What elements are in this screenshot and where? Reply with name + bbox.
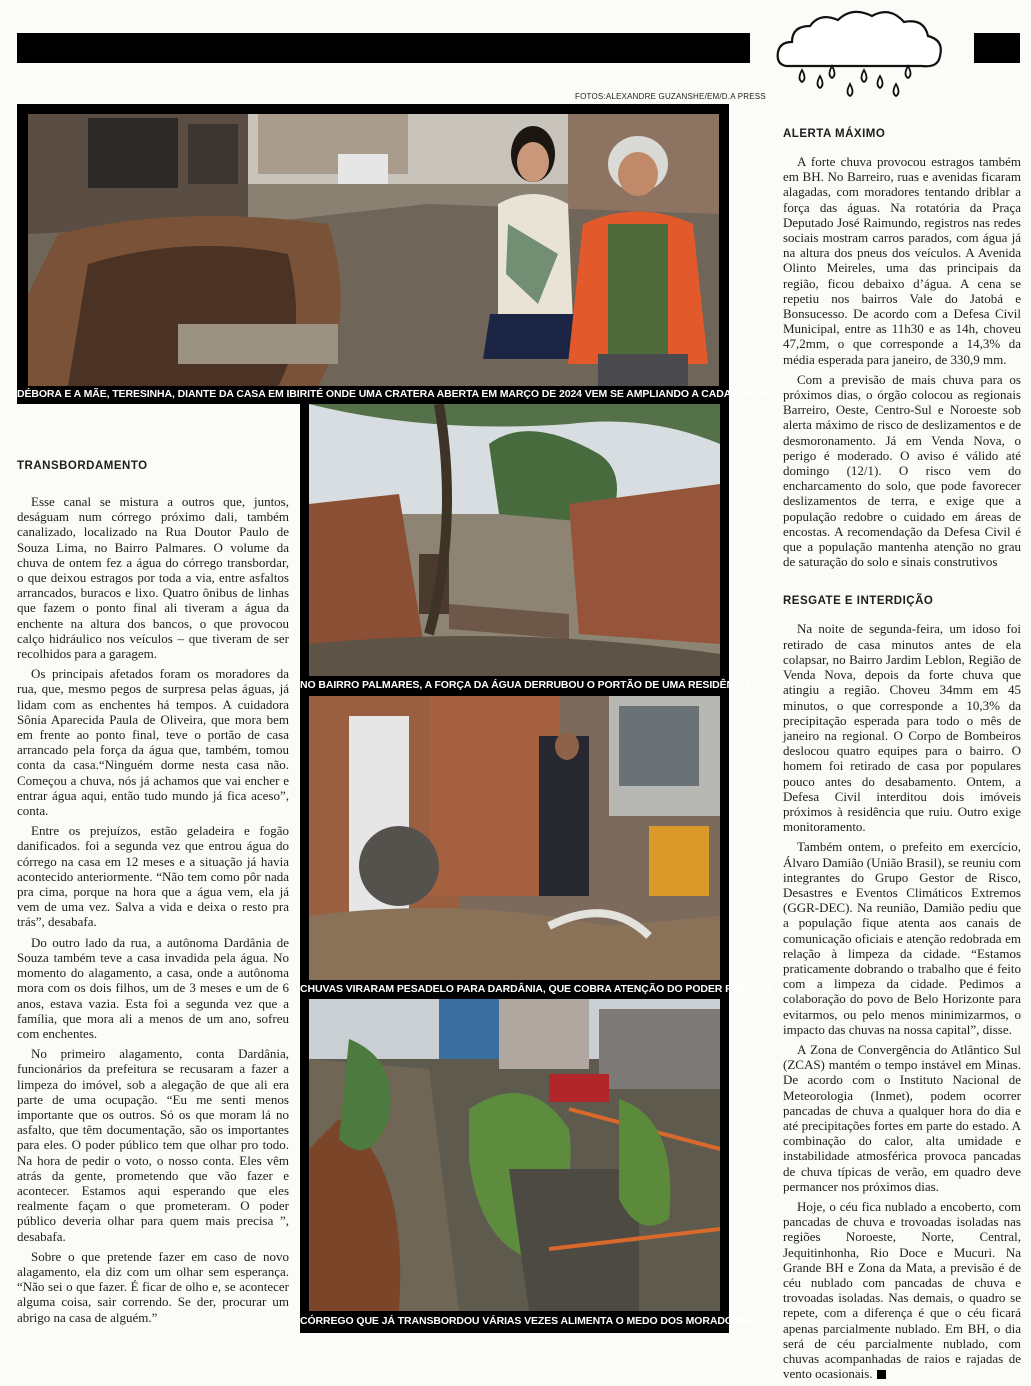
paragraph: Com a previsão de mais chuva para os próximos dias, o órgão colocou as regionais Barreiro, Oeste, Centro-Sul e Noroeste sob alerta máximo de risco de deslizamentos e de desmoronamento. Já em Venda Nova, o perigo é moderado. O aviso é válido até domingo (12/1). O risco vem do encharcamento do solo, que pode favorecer deslizamentos de terra, e exige que a população redobre o cuidado em áreas de encostas. A recomendação da Defesa Civil é que a população mantenha atenção no grau de saturação do solo e sinais construtivos bbox=[783, 371, 1021, 570]
photo-caption-2: NO BAIRRO PALMARES, A FORÇA DA ÁGUA DERRUBOU O PORTÃO DE UMA RESIDÊNCIA bbox=[300, 679, 752, 691]
header-bar-left bbox=[17, 33, 750, 63]
right-column-body-2 bbox=[783, 621, 1021, 1381]
photo-caption-3: CHUVAS VIRARAM PESADELO PARA DARDÂNIA, QUE COBRA ATENÇÃO DO PODER PÚBLICO bbox=[300, 983, 772, 995]
photo-credit: FOTOS:ALEXANDRE GUZANSHE/EM/D.A PRESS bbox=[575, 92, 766, 101]
photo-crater-ibirite bbox=[28, 114, 719, 386]
photo-caption-1: DÉBORA E A MÃE, TERESINHA, DIANTE DA CASA EM IBIRITÉ ONDE UMA CRATERA ABERTA EM MARÇO DE 2024 VEM SE AMPLIANDO A CADA CHUVA bbox=[17, 388, 770, 400]
section-heading-transbordamento: TRANSBORDAMENTO bbox=[17, 460, 148, 472]
paragraph-text: Hoje, o céu fica nublado a encoberto, com pancadas de chuva e trovoadas isoladas nas regiões Noroeste, Norte, Central, Jequitinhonha, Rio Doce e Mucuri. Na Grande BH e Zona da Mata, a previsão é de céu nublado com pancadas de chuva e trovoadas isoladas. Nas demais, o quadro se repete, com a diferença é que o céu ficará apenas parcialmente nublado. Em BH, o dia será de céu parcialmente nublado, com chuvas acompanhadas de raios e rajadas de vento ocasionais. bbox=[783, 1199, 1021, 1382]
photo-palmares-gate bbox=[309, 404, 720, 676]
photo-corrego bbox=[309, 999, 720, 1311]
right-column-body-1 bbox=[783, 154, 1021, 569]
paragraph: No primeiro alagamento, conta Dardânia, funcionários da prefeitura se recusaram a fazer a limpeza do imóvel, sob a alegação de que ali era parte de uma ocupação. “Eu me senti menos importante que os outros. Só os que moram lá no asfalto, que têm documentação, são os importantes para eles. O poder público tem que olhar pro todo. Na hora de pedir o voto, o nosso conta. Eles vêm atrás da gente, prometendo que vão fazer e acontecer. Estamos aqui esperando que eles realmente façam o que prometeram. O poder público deveria olhar para quem mais precisa ”, desabafa. bbox=[17, 1046, 289, 1244]
photo-caption-4: CÓRREGO QUE JÁ TRANSBORDOU VÁRIAS VEZES ALIMENTA O MEDO DOS MORADORES bbox=[300, 1315, 755, 1327]
section-heading-resgate: RESGATE E INTERDIÇÃO bbox=[783, 595, 934, 608]
paragraph: Do outro lado da rua, a autônoma Dardânia de Souza também teve a casa invadida pela água. No momento do alagamento, a casa, onde a autônoma mora com os dois filhos, um de 3 meses e um de 6 anos, estava vazia. Esta foi a segunda vez que a família, que mora ali a menos de um ano, sofreu com enchentes. bbox=[17, 934, 289, 1041]
photo-dardania-house bbox=[309, 696, 720, 980]
paragraph-last bbox=[783, 1199, 1021, 1381]
paragraph: Sobre o que pretende fazer em caso de novo alagamento, ela diz com um olhar sem esperança. “Não sei o que fazer. É ficar de olho e, se acontecer alguma coisa, sair correndo. Se der, procurar um abrigo na casa de alguém.” bbox=[17, 1248, 289, 1325]
header-bar-right bbox=[974, 33, 1020, 63]
paragraph: A Zona de Convergência do Atlântico Sul (ZCAS) mantém o tempo instável em Minas. De acordo com o Instituto Nacional de Meteorologia (Inmet), podem ocorrer pancadas de chuva a qualquer hora do dia e até precipitações fortes em parte do estado. A combinação do calor, alta umidade e instabilidade atmosférica provoca pancadas de chuva típicas de verão, em quadro deve permancer nos próximos dias. bbox=[783, 1041, 1021, 1194]
end-mark-icon bbox=[877, 1370, 886, 1379]
rain-cloud-icon bbox=[772, 4, 948, 104]
left-column-body bbox=[17, 494, 289, 1325]
paragraph: Os principais afetados foram os moradores da rua, que, mesmo pegos de surpresa pelas águas, já lidam com as enchentes há tempos. A cuidadora Sônia Aparecida Paula de Oliveira, que mora bem em frente ao ponto final, teve o portão de casa arrancado pela força da água que, também, tomou conta da casa.“Ninguém dorme nesta casa não. Começou a chuva, nós já achamos que vai encher e entrar água aqui, então tudo mundo já fica aceso”, conta. bbox=[17, 666, 289, 819]
paragraph: Na noite de segunda-feira, um idoso foi retirado de casa minutos antes de ela colapsar, no Bairro Jardim Leblon, Região de Venda Nova, depois da forte chuva que atingiu a região. Choveu 34mm em 45 minutos, o que corresponde a 10,3% da precipitação esperada para todo o mês de janeiro na regional. O Corpo de Bombeiros deslocou quatro equipes para o bairro. O homem foi retirado de casa por populares pouco antes do desabamento. Ontem, a Defesa Civil interditou dois imóveis próximos à residência que ruiu. Outro exige monitoramento. bbox=[783, 621, 1021, 835]
paragraph: A forte chuva provocou estragos também em BH. No Barreiro, ruas e avenidas ficaram alagadas, com moradores tentando driblar a força das águas. Na rotatória da Praça Deputado José Raimundo, registros nas redes sociais mostram carros parados, com água já na altura dos pneus dos veículos. A Avenida Olinto Meireles, uma das principais da região, ficou debaixo d’água. A cena se repetiu nos bairros Vale do Jatobá e Bonsucesso. De acordo com a Defesa Civil Municipal, entre as 11h30 e as 14h, choveu 47,2mm, o que corresponde a 14,3% da média esperada para janeiro, de 330,9 mm. bbox=[783, 154, 1021, 367]
paragraph: Também ontem, o prefeito em exercício, Álvaro Damião (União Brasil), se reuniu com integrantes do Grupo Gestor de Risco, Desastres e Eventos Climáticos Extremos (GGR-DEC). Na reunião, Damião pediu que a população fique atenta aos canais de comunicação oficiais e atenção redobrada em relação à limpeza da cidade. “Estamos praticamente dobrando o trabalho que é feito com a limpeza da cidade. Pedimos a colaboração do povo de Belo Horizonte para evitarmos, ou pelo menos minimizarmos, o impacto das chuvas na nossa capital”, disse. bbox=[783, 839, 1021, 1037]
section-heading-alerta-maximo: ALERTA MÁXIMO bbox=[783, 128, 886, 140]
right-column bbox=[783, 128, 1021, 1386]
paragraph: Esse canal se mistura a outros que, juntos, deságuam num córrego próximo dali, também canalizado, localizado na Rua Doutor Paulo de Souza Lima, no Bairro Palmares. O volume da chuva de ontem fez a água do córrego transbordar, o que deixou estragos por toda a via, entre asfaltos arrancados, buracos e lixo. Quatro ônibus de linhas que fazem o ponto final ali tiveram a água da enchente na altura dos bancos, o que provocou calço hidráulico nos veículos – que tiveram de ser recolhidos para a garagem. bbox=[17, 494, 289, 662]
paragraph: Entre os prejuízos, estão geladeira e fogão danificados. foi a segunda vez que entrou água do córrego na casa em 12 meses e a situação já havia acontecido anteriormente. “Não tem como pôr nada pra cima, porque na hora que a água vem, ela já vem de uma vez. Salva a vida e deixa o resto pra trás”, desabafa. bbox=[17, 823, 289, 930]
left-column bbox=[17, 460, 289, 1330]
